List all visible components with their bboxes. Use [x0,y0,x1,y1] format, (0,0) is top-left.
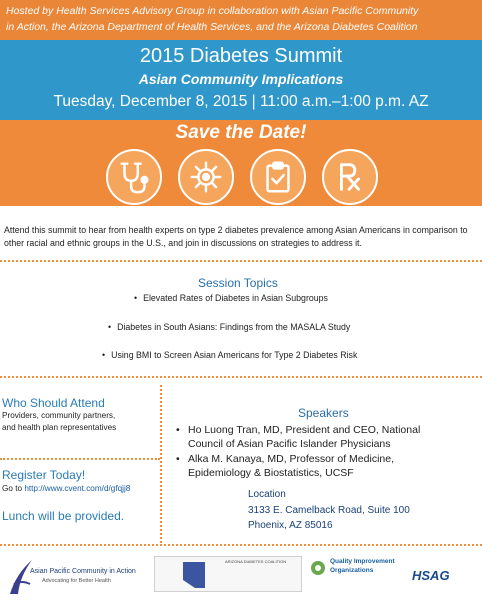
event-subtitle: Asian Community Implications [138,71,344,87]
who-line-1: Providers, community partners, [2,411,116,420]
host-line-1: Hosted by Health Services Advisory Group in collaboration with Asian Pacific Community [6,5,419,17]
qi-line-1: Quality Improvement [330,558,395,565]
rx-icon [322,149,378,205]
location-line-1: 3133 E. Camelback Road, Suite 100 [248,505,410,516]
register-link[interactable]: http://www.cvent.com/d/gfqjj8 [24,484,131,493]
divider [0,376,482,378]
gear-icon [178,149,234,205]
host-line-2: in Action, the Arizona Department of Health Services, and the Arizona Diabetes Coalition [6,21,418,33]
save-the-date: Save the Date! [175,122,307,143]
adc-name: ARIZONA DIABETES COALITION [225,559,287,564]
diabetes-coalition-logo [154,556,302,592]
who-line-2: and health plan representatives [2,423,117,432]
register-title: Register Today! [2,468,86,482]
clipboard-check-icon [250,149,306,205]
qi-line-2: Organizations [330,567,374,574]
session-topic-item: • Elevated Rates of Diabetes in Asian Subgroups [134,293,328,303]
arizona-map-icon [177,560,217,590]
divider [0,260,482,262]
event-title: 2015 Diabetes Summit [139,45,343,67]
apca-swirl-icon [6,554,36,598]
who-should-attend-text [2,410,152,434]
divider [0,544,482,546]
apca-tagline: Advocating for Better Health [42,578,111,584]
save-the-date-banner [0,120,482,206]
stethoscope-icon [106,149,162,205]
lunch-note: Lunch will be provided. [2,509,125,523]
speakers-title: Speakers [298,406,349,420]
intro-paragraph: Attend this summit to hear from health experts on type 2 diabetes prevalence among Asian Americans in comparison to other racial and ethnic groups in the U.S., and join in discussions on strategies to address it. [4,225,468,248]
location-line-2: Phoenix, AZ 85016 [248,520,333,531]
title-banner [0,40,482,120]
session-topics-title: Session Topics [198,276,278,290]
register-prefix: Go to [2,484,25,493]
who-should-attend-title: Who Should Attend [2,396,105,410]
session-topic-item: • Using BMI to Screen Asian Americans for Type 2 Diabetes Risk [102,350,357,360]
event-date-time: Tuesday, December 8, 2015 | 11:00 a.m.–1:00 p.m. AZ [53,93,429,110]
speaker-item: • Ho Luong Tran, MD, President and CEO, National Council of Asian Pacific Islander Physicians [176,424,421,450]
hsag-logo: HSAG [412,568,450,583]
speaker-item: • Alka M. Kanaya, MD, Professor of Medicine, Epidemiology & Biostatistics, UCSF [176,453,394,479]
bullet-icon: • [176,453,180,465]
sponsor-logos [0,548,482,604]
apca-name: Asian Pacific Community in Action [30,568,136,575]
divider [0,458,160,460]
register-text [2,484,130,493]
column-divider [160,385,162,543]
location-title: Location [248,489,286,500]
apca-logo [6,554,136,598]
qio-mark-icon [310,560,326,576]
quality-improvement-logo [310,558,395,598]
host-banner [0,0,482,40]
bullet-icon: • [176,424,180,436]
session-topic-item: • Diabetes in South Asians: Findings from the MASALA Study [108,322,350,332]
